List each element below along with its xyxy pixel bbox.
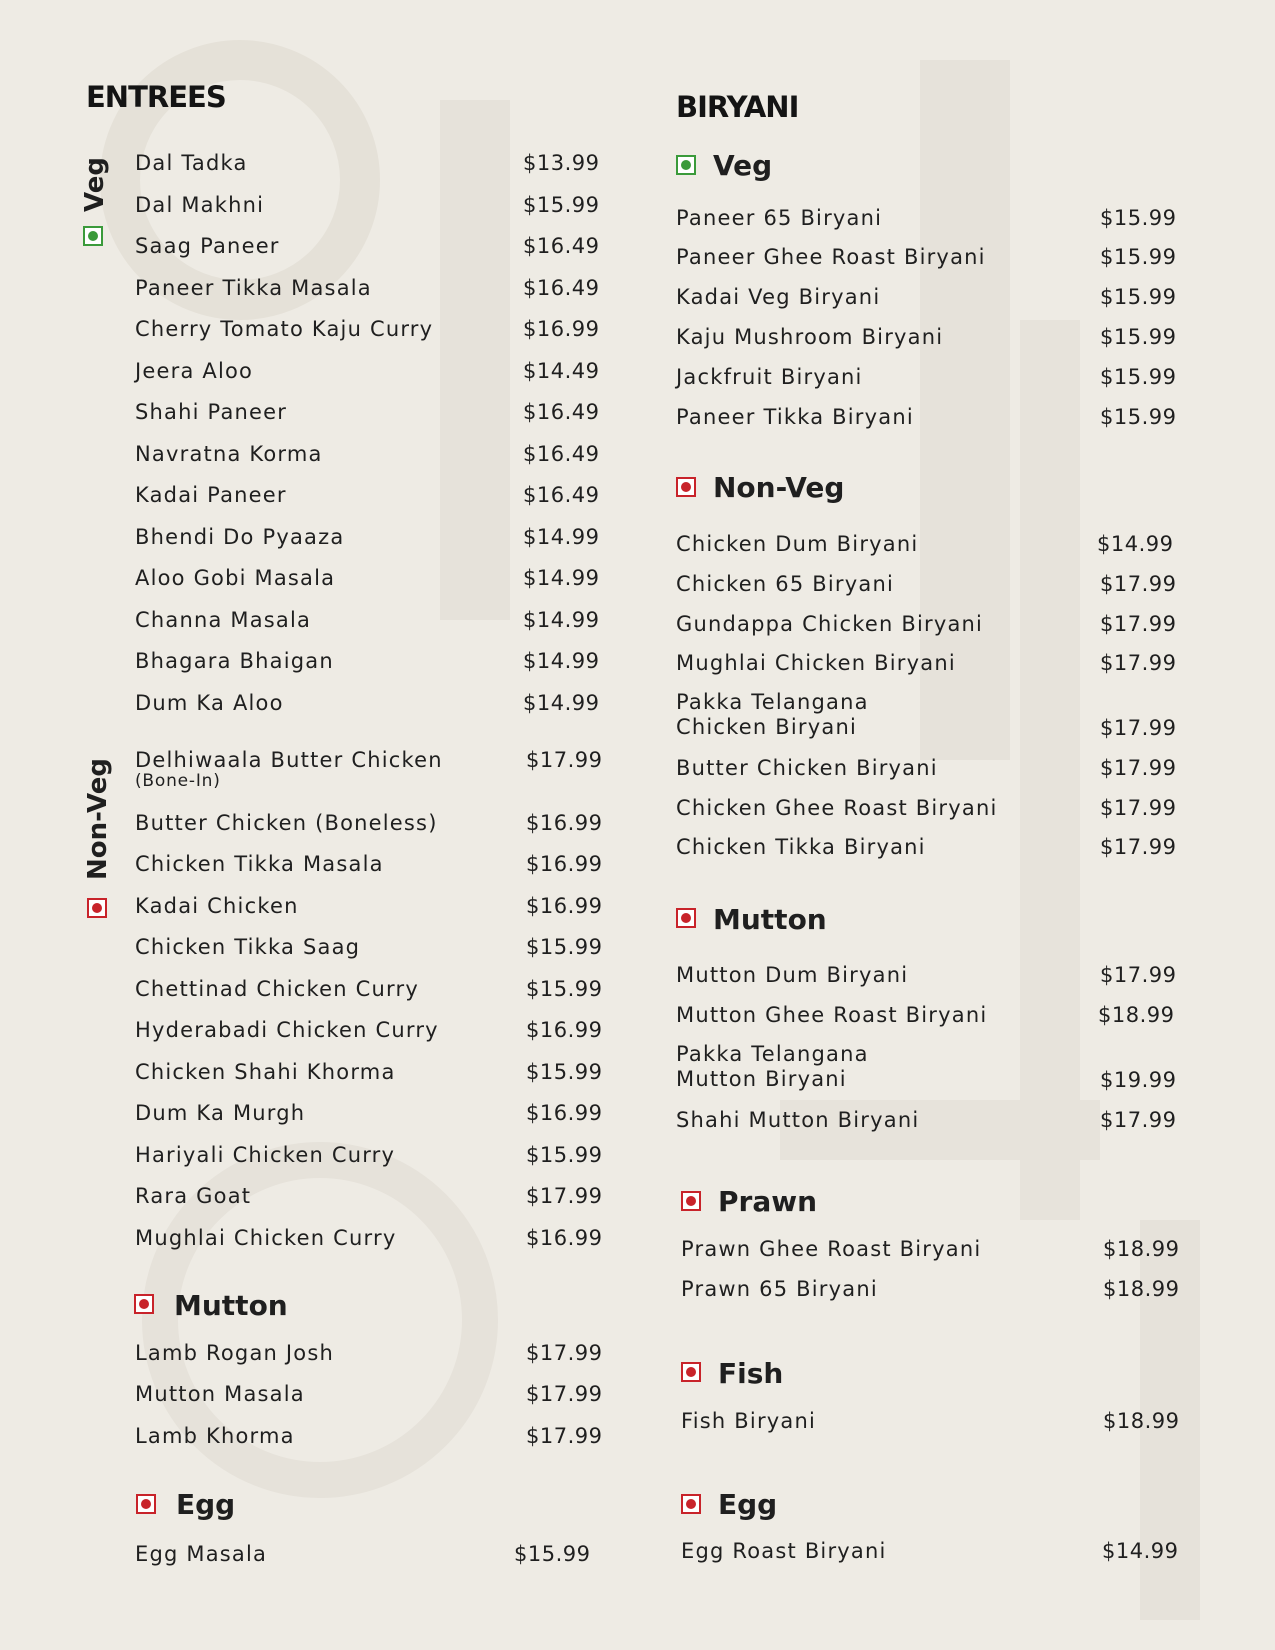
list-item: Paneer Tikka Masala xyxy=(135,276,372,300)
item-price: $14.99 xyxy=(523,691,600,715)
list-item: Channa Masala xyxy=(135,608,312,632)
item-price: $14.99 xyxy=(1102,1539,1179,1563)
list-item: Shahi Paneer xyxy=(135,400,288,424)
item-price: $17.99 xyxy=(1100,716,1177,740)
item-price: $16.99 xyxy=(526,811,603,835)
nonveg-dot-icon xyxy=(681,1362,701,1382)
item-price: $15.99 xyxy=(526,935,603,959)
list-item: Hariyali Chicken Curry xyxy=(135,1143,396,1167)
item-price: $15.99 xyxy=(1100,365,1177,389)
list-item: Bhagara Bhaigan xyxy=(135,649,334,673)
list-item: Paneer Tikka Biryani xyxy=(676,405,914,429)
item-price: $16.49 xyxy=(523,276,600,300)
item-subtitle: (Bone-In) xyxy=(135,771,221,791)
list-item: Kaju Mushroom Biryani xyxy=(676,325,944,349)
item-name: Pakka Telangana xyxy=(676,1042,869,1066)
list-item: Egg Masala xyxy=(135,1542,268,1566)
nonveg-dot-icon xyxy=(676,908,696,928)
list-item: Kadai Veg Biryani xyxy=(676,285,881,309)
item-price: $15.99 xyxy=(1100,405,1177,429)
mutton-subheading: Mutton xyxy=(713,903,827,936)
list-item: Butter Chicken (Boneless) xyxy=(135,811,438,835)
item-price: $17.99 xyxy=(526,748,603,772)
item-price: $17.99 xyxy=(1100,756,1177,780)
item-price: $15.99 xyxy=(1100,285,1177,309)
item-price: $17.99 xyxy=(526,1382,603,1406)
item-price: $17.99 xyxy=(1100,963,1177,987)
nonveg-dot-icon xyxy=(87,898,107,918)
list-item: Dal Tadka xyxy=(135,151,248,175)
prawn-subheading: Prawn xyxy=(718,1185,818,1218)
list-item: Butter Chicken Biryani xyxy=(676,756,938,780)
item-price: $15.99 xyxy=(526,977,603,1001)
item-price: $15.99 xyxy=(1100,325,1177,349)
item-price: $16.49 xyxy=(523,442,600,466)
item-price: $18.99 xyxy=(1103,1409,1180,1433)
nonveg-subheading: Non-Veg xyxy=(713,471,845,504)
nonveg-dot-icon xyxy=(676,477,696,497)
biryani-section xyxy=(640,0,1275,1650)
mutton-subheading: Mutton xyxy=(174,1289,288,1322)
list-item: Paneer Ghee Roast Biryani xyxy=(676,245,986,269)
list-item: Saag Paneer xyxy=(135,234,280,258)
item-price: $18.99 xyxy=(1098,1003,1175,1027)
item-price: $16.49 xyxy=(523,483,600,507)
list-item: Chicken 65 Biryani xyxy=(676,572,894,596)
list-item: Chettinad Chicken Curry xyxy=(135,977,419,1001)
item-price: $17.99 xyxy=(526,1341,603,1365)
nonveg-vertical-label: Non-Veg xyxy=(83,758,113,880)
entrees-title: ENTREES xyxy=(86,80,226,114)
item-price: $16.99 xyxy=(526,852,603,876)
list-item: Cherry Tomato Kaju Curry xyxy=(135,317,434,341)
item-price: $16.99 xyxy=(523,317,600,341)
list-item: Shahi Mutton Biryani xyxy=(676,1108,920,1132)
egg-subheading: Egg xyxy=(718,1488,778,1521)
item-price: $16.99 xyxy=(526,894,603,918)
list-item: Mutton Dum Biryani xyxy=(676,963,909,987)
list-item: Lamb Rogan Josh xyxy=(135,1341,335,1365)
item-price: $16.49 xyxy=(523,234,600,258)
item-price: $17.99 xyxy=(1100,835,1177,859)
list-item: Hyderabadi Chicken Curry xyxy=(135,1018,439,1042)
list-item: Rara Goat xyxy=(135,1184,252,1208)
list-item: Prawn 65 Biryani xyxy=(681,1277,878,1301)
item-price: $13.99 xyxy=(523,151,600,175)
item-price: $18.99 xyxy=(1103,1237,1180,1261)
item-name: Pakka Telangana xyxy=(676,690,869,714)
list-item: Aloo Gobi Masala xyxy=(135,566,336,590)
list-item: Dum Ka Murgh xyxy=(135,1101,306,1125)
item-price: $15.99 xyxy=(526,1143,603,1167)
fish-subheading: Fish xyxy=(718,1357,784,1390)
item-price: $15.99 xyxy=(514,1542,591,1566)
item-price: $16.99 xyxy=(526,1101,603,1125)
list-item: Mughlai Chicken Curry xyxy=(135,1226,397,1250)
item-name-line2: Chicken Biryani xyxy=(676,715,857,739)
list-item: Kadai Paneer xyxy=(135,483,287,507)
item-price: $15.99 xyxy=(1100,206,1177,230)
item-price: $17.99 xyxy=(526,1184,603,1208)
list-item: Chicken Dum Biryani xyxy=(676,532,919,556)
list-item: Dal Makhni xyxy=(135,193,265,217)
egg-subheading: Egg xyxy=(176,1488,236,1521)
list-item: Gundappa Chicken Biryani xyxy=(676,612,984,636)
list-item: Mutton Ghee Roast Biryani xyxy=(676,1003,988,1027)
list-item: Prawn Ghee Roast Biryani xyxy=(681,1237,982,1261)
list-item: Jackfruit Biryani xyxy=(676,365,863,389)
list-item: Mughlai Chicken Biryani xyxy=(676,651,956,675)
list-item: Egg Roast Biryani xyxy=(681,1539,887,1563)
item-price: $14.99 xyxy=(523,608,600,632)
list-item xyxy=(676,1042,869,1092)
item-price: $14.49 xyxy=(523,359,600,383)
list-item xyxy=(676,690,869,740)
nonveg-dot-icon xyxy=(134,1294,154,1314)
nonveg-dot-icon xyxy=(681,1191,701,1211)
item-price: $17.99 xyxy=(1100,796,1177,820)
item-price: $17.99 xyxy=(1100,1108,1177,1132)
item-price: $14.99 xyxy=(1097,532,1174,556)
item-price: $15.99 xyxy=(1100,245,1177,269)
item-price: $14.99 xyxy=(523,525,600,549)
list-item: Mutton Masala xyxy=(135,1382,305,1406)
item-price: $17.99 xyxy=(1100,572,1177,596)
list-item: Bhendi Do Pyaaza xyxy=(135,525,345,549)
list-item: Navratna Korma xyxy=(135,442,323,466)
list-item: Chicken Tikka Saag xyxy=(135,935,361,959)
list-item: Chicken Tikka Biryani xyxy=(676,835,926,859)
list-item: Dum Ka Aloo xyxy=(135,691,284,715)
list-item: Lamb Khorma xyxy=(135,1424,295,1448)
item-name-line2: Mutton Biryani xyxy=(676,1067,847,1091)
item-price: $16.49 xyxy=(523,400,600,424)
nonveg-dot-icon xyxy=(681,1494,701,1514)
list-item: Fish Biryani xyxy=(681,1409,817,1433)
veg-subheading: Veg xyxy=(713,149,773,182)
item-price: $17.99 xyxy=(1100,612,1177,636)
biryani-title: BIRYANI xyxy=(676,90,799,124)
list-item: Chicken Tikka Masala xyxy=(135,852,384,876)
list-item: Paneer 65 Biryani xyxy=(676,206,883,230)
veg-dot-icon xyxy=(676,155,696,175)
item-price: $16.99 xyxy=(526,1018,603,1042)
veg-dot-icon xyxy=(83,226,103,246)
item-price: $18.99 xyxy=(1103,1277,1180,1301)
item-price: $15.99 xyxy=(526,1060,603,1084)
item-name: Delhiwaala Butter Chicken xyxy=(135,748,443,772)
nonveg-dot-icon xyxy=(136,1494,156,1514)
list-item xyxy=(135,748,443,790)
veg-vertical-label: Veg xyxy=(80,157,110,212)
item-price: $14.99 xyxy=(523,649,600,673)
item-price: $15.99 xyxy=(523,193,600,217)
item-price: $16.99 xyxy=(526,1226,603,1250)
list-item: Kadai Chicken xyxy=(135,894,299,918)
list-item: Chicken Ghee Roast Biryani xyxy=(676,796,998,820)
item-price: $17.99 xyxy=(526,1424,603,1448)
item-price: $17.99 xyxy=(1100,651,1177,675)
item-price: $19.99 xyxy=(1100,1068,1177,1092)
list-item: Jeera Aloo xyxy=(135,359,254,383)
item-price: $14.99 xyxy=(523,566,600,590)
list-item: Chicken Shahi Khorma xyxy=(135,1060,396,1084)
